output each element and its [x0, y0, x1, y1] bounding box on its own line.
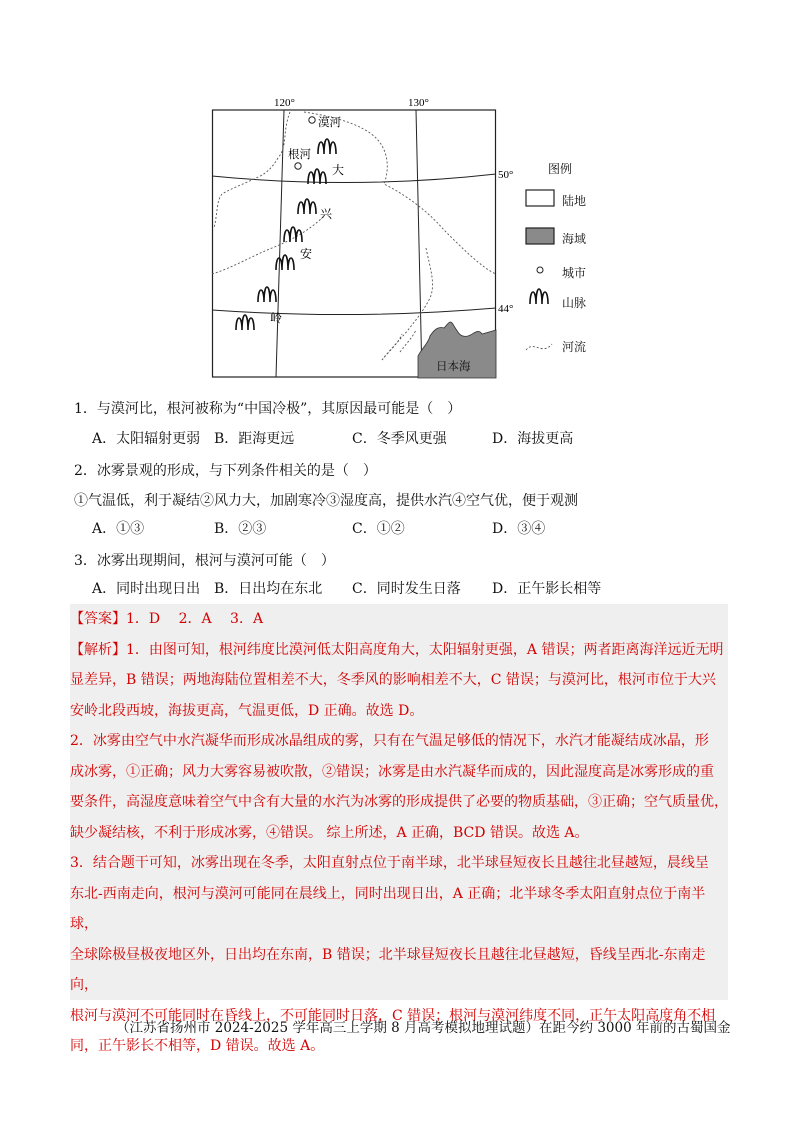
answer-line: 全球除极昼极夜地区外，日出均在东南，B 错误；北半球昼短夜长且越往北昼越短，昏线呈西北-东南走向， — [70, 946, 706, 993]
legend-sea-swatch — [526, 228, 554, 244]
legend-city-icon — [537, 267, 543, 273]
question-3-option-d: D．正午影长相等 — [492, 581, 602, 597]
answer-line: 【解析】1．由图可知，根河纬度比漠河低太阳高度角大，太阳辐射更强，A 错误；两者距离海洋远近无明 — [70, 641, 724, 658]
answer-line: 要条件，高湿度意味着空气中含有大量的水汽为冰雾的形成提供了必要的物质基础，③正确；空气质量优， — [70, 794, 728, 810]
sea-label: 日本海 — [436, 359, 471, 373]
question-3-stem: 3．冰雾出现期间，根河与漠河可能（ ） — [74, 553, 335, 569]
range-label-da: 大 — [332, 163, 345, 177]
legend-sea-label: 海域 — [562, 232, 587, 246]
city-marker-genhe — [295, 163, 301, 169]
question-3-option-a: A．同时出现日出 — [92, 581, 201, 597]
map-figure — [212, 97, 514, 378]
city-marker-mohe — [309, 117, 315, 123]
question-1-option-b: B．距海更远 — [214, 431, 295, 447]
question-2-option-c: C．①② — [352, 521, 405, 537]
map-legend — [522, 160, 622, 360]
answer-line: 成冰雾，①正确；风力大雾容易被吹散，②错误；冰雾是由水汽凝华而成的，因此湿度高是冰雾形成的重 — [70, 763, 714, 780]
answer-line: 【答案】1．D 2．A 3．A — [70, 611, 264, 627]
question-2-option-b: B．②③ — [214, 521, 267, 537]
lat-50-label: 50° — [498, 169, 514, 181]
question-2-conditions: ①气温低，利于凝结②风力大，加剧寒冷③湿度高，提供水汽④空气优，便于观测 — [74, 493, 578, 509]
question-3-option-b: B．日出均在东北 — [214, 581, 323, 597]
range-label-an: 安 — [300, 247, 313, 261]
answer-line: 2．冰雾由空气中水汽凝华而形成冰晶组成的雾，只有在气温足够低的情况下，水汽才能凝结成冰晶，形 — [70, 733, 709, 749]
answer-line: 显差异，B 错误；两地海陆位置相差不大，冬季风的影响相差不大，C 错误；与漠河比，根河市位于大兴 — [70, 672, 716, 688]
question-1-option-c: C．冬季风更强 — [352, 431, 447, 447]
answer-line: 同，正午影长不相等，D 错误。故选 A。 — [70, 1038, 325, 1054]
lat-44-label: 44° — [498, 303, 514, 315]
map-svg — [212, 97, 514, 378]
answer-line: 根河与漠河不可能同时在昏线上，不可能同时日落，C 错误；根河与漠河纬度不同，正午太阳高度角不相 — [70, 1007, 716, 1024]
legend-land-label: 陆地 — [562, 194, 587, 208]
legend-mountain-label: 山脉 — [562, 296, 587, 310]
answer-line: 东北-西南走向，根河与漠河可能同在晨线上，同时出现日出，A 正确；北半球冬季太阳直射点位于南半球， — [70, 885, 706, 932]
lon-120-label: 120° — [274, 97, 295, 109]
legend-city-label: 城市 — [562, 266, 587, 280]
city-label-genhe: 根河 — [288, 147, 311, 161]
answer-line: 缺少凝结核，不利于形成冰雾，④错误。 综上所述，A 正确，BCD 错误。故选 A。 — [70, 824, 589, 841]
legend-symbols — [522, 160, 622, 360]
question-2-option-d: D．③④ — [492, 521, 546, 537]
question-2-stem: 2．冰雾景观的形成，与下列条件相关的是（ ） — [74, 463, 377, 479]
legend-river-icon — [526, 344, 552, 350]
next-question-intro: （江苏省扬州市 2024-2025 学年高三上学期 8 月高考模拟地理试题）在距今约 3000 年前的古蜀国金 — [116, 1020, 731, 1036]
question-2-option-a: A．①③ — [92, 521, 145, 537]
question-1-stem: 1．与漠河比，根河被称为“中国冷极”，其原因最可能是（ ） — [74, 401, 462, 417]
question-1-option-d: D．海拔更高 — [492, 431, 574, 447]
range-label-xing: 兴 — [320, 207, 333, 221]
question-3-option-c: C．同时发生日落 — [352, 581, 461, 597]
answer-line: 3．结合题干可知，冰雾出现在冬季，太阳直射点位于南半球，北半球昼短夜长且越往北昼越短，晨线呈 — [70, 855, 709, 871]
legend-mountain-icon — [530, 289, 548, 304]
legend-river-label: 河流 — [562, 340, 587, 354]
legend-land-swatch — [526, 190, 554, 206]
city-label-mohe: 漠河 — [318, 115, 341, 129]
answer-line: 安岭北段西坡，海拔更高，气温更低，D 正确。故选 D。 — [70, 702, 424, 719]
range-label-ling: 岭 — [270, 311, 283, 325]
lon-130-label: 130° — [408, 97, 429, 109]
legend-title: 图例 — [548, 162, 573, 176]
question-1-option-a: A．太阳辐射更弱 — [92, 431, 201, 447]
